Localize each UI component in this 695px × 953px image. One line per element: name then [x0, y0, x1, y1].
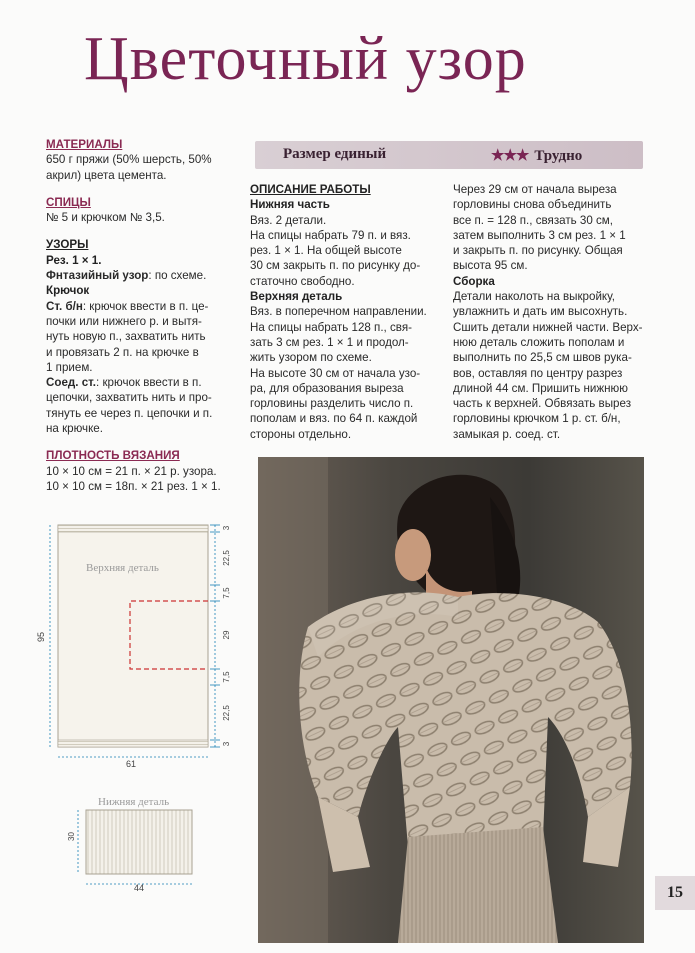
lower-line: 30 см закрыть п. по рисунку до- [250, 259, 421, 273]
assembly-line: Сшить детали нижней части. Верх- [453, 320, 643, 334]
lower-line: статочно свободно. [250, 274, 355, 288]
page-number: 15 [655, 876, 695, 910]
dim-label: 29 [222, 630, 231, 640]
page-title: Цветочный узор [84, 25, 527, 93]
assembly-line: выполнить по 25,5 см швов рука- [453, 351, 632, 365]
right-dimension-chain [210, 525, 220, 747]
assembly-line: длиной 44 см. Пришить нижнюю [453, 381, 628, 395]
right-column [453, 182, 643, 442]
lower-piece-label: Нижняя деталь [98, 796, 170, 808]
continuation-line: высота 95 см. [453, 259, 528, 273]
upper-line: стороны отдельно. [250, 427, 352, 441]
ss-line: тянуть ее через п. цепочки и п. [46, 406, 213, 420]
sc-line: 1 прием. [46, 360, 93, 374]
difficulty-text: Трудно [534, 148, 583, 164]
lower-height-dim: 30 [67, 832, 76, 841]
ss-line: на крючке. [46, 422, 103, 436]
height-dim: 95 [36, 631, 46, 642]
assembly-line: нюю деталь сложить пополам и [453, 335, 625, 349]
assembly-line: замыкая р. соед. ст. [453, 427, 561, 441]
continuation-line: горловины снова объединить [453, 198, 612, 212]
crochet-header: Крючок [46, 284, 90, 298]
upper-line: На спицы набрать 128 п., свя- [250, 320, 412, 334]
assembly-line: вов, оставляя по центру разрез [453, 366, 623, 380]
dim-label: 7,5 [222, 587, 231, 599]
lower-width-dim: 44 [134, 883, 145, 893]
continuation-line: все п. = 128 п., связать 30 см, [453, 213, 614, 227]
size-difficulty-banner [255, 141, 643, 169]
ss-line [46, 375, 238, 390]
sc-line [46, 299, 238, 314]
sc-line: нуть новую п., захватить нить [46, 330, 206, 344]
assembly-line: Детали наколоть на выкройку, [453, 290, 615, 304]
assembly-line: часть к верхней. Обвязать вырез [453, 397, 632, 411]
width-dim: 61 [126, 759, 137, 769]
sc-line: и провязать 2 п. на крючке в [46, 345, 199, 359]
upper-line: пополам и вяз. по 64 п. каждой [250, 412, 418, 426]
needles-header: СПИЦЫ [46, 195, 91, 209]
dim-label: 22,5 [222, 705, 231, 721]
materials-line: 650 г пряжи (50% шерсть, 50% [46, 153, 212, 167]
fancy-pattern-label: Фнтазийный узор [46, 269, 149, 283]
dim-label: 3 [222, 741, 231, 747]
fancy-pattern [46, 268, 238, 283]
upper-part-header: Верхняя деталь [250, 290, 343, 304]
materials-line: акрил) цвета цемента. [46, 168, 167, 182]
fancy-pattern-text: : по схеме. [148, 269, 207, 283]
assembly-line: горловины крючком 1 р. ст. б/н, [453, 412, 621, 426]
lower-part-header: Нижняя часть [250, 198, 330, 212]
difficulty-stars-icon: ★★★ [491, 148, 529, 164]
upper-piece-diagram [58, 525, 208, 747]
upper-line: ра, для образования выреза [250, 381, 404, 395]
ss-line: цепочки, захватить нить и про- [46, 391, 212, 405]
sc-label: Ст. б/н [46, 299, 83, 313]
upper-line: горловины разделить число п. [250, 397, 414, 411]
upper-line: зать 3 см рез. 1 × 1 и продол- [250, 335, 409, 349]
description-header: ОПИСАНИЕ РАБОТЫ [250, 183, 371, 196]
pattern-schematic [38, 515, 243, 895]
assembly-header: Сборка [453, 274, 495, 288]
rib-pattern: Рез. 1 × 1. [46, 253, 102, 267]
upper-piece-label: Верхняя деталь [86, 562, 159, 574]
patterns-header: УЗОРЫ [46, 238, 89, 252]
continuation-line: и закрыть п. по рисунку. Общая [453, 244, 623, 258]
lower-line: Вяз. 2 детали. [250, 213, 327, 227]
gauge-line: 10 × 10 см = 21 п. × 21 р. узора. [46, 464, 217, 478]
upper-line: На высоте 30 см от начала узо- [250, 366, 421, 380]
gauge-header: ПЛОТНОСТЬ ВЯЗАНИЯ [46, 449, 180, 463]
size-label: Размер единый [283, 146, 387, 162]
continuation-line: затем выполнить 3 см рез. 1 × 1 [453, 228, 626, 242]
gauge-line: 10 × 10 см = 18п. × 21 рез. 1 × 1. [46, 479, 221, 493]
difficulty-label [491, 146, 582, 165]
ss-label: Соед. ст. [46, 376, 97, 390]
sc-text: : крючок ввести в п. це- [82, 299, 209, 313]
assembly-line: увлажнить и дать им высохнуть. [453, 305, 628, 319]
lower-piece-diagram [86, 810, 192, 874]
lower-line: На спицы набрать 79 п. и вяз. [250, 228, 411, 242]
sweater-photo [258, 457, 644, 943]
lower-line: рез. 1 × 1. На общей высоте [250, 244, 402, 258]
upper-line: жить узором по схеме. [250, 351, 372, 365]
dim-label: 3 [222, 525, 231, 531]
sc-line: почки или нижнего р. и вытя- [46, 314, 202, 328]
dim-label: 7,5 [222, 671, 231, 683]
needles-text: № 5 и крючком № 3,5. [46, 211, 165, 225]
materials-header: МАТЕРИАЛЫ [46, 138, 123, 151]
continuation-line: Через 29 см от начала выреза [453, 183, 617, 196]
ss-text: : крючок ввести в п. [96, 376, 202, 390]
upper-line: Вяз. в поперечном направлении. [250, 305, 427, 319]
left-column [46, 137, 238, 494]
middle-column [250, 182, 440, 442]
dim-label: 22,5 [222, 550, 231, 566]
